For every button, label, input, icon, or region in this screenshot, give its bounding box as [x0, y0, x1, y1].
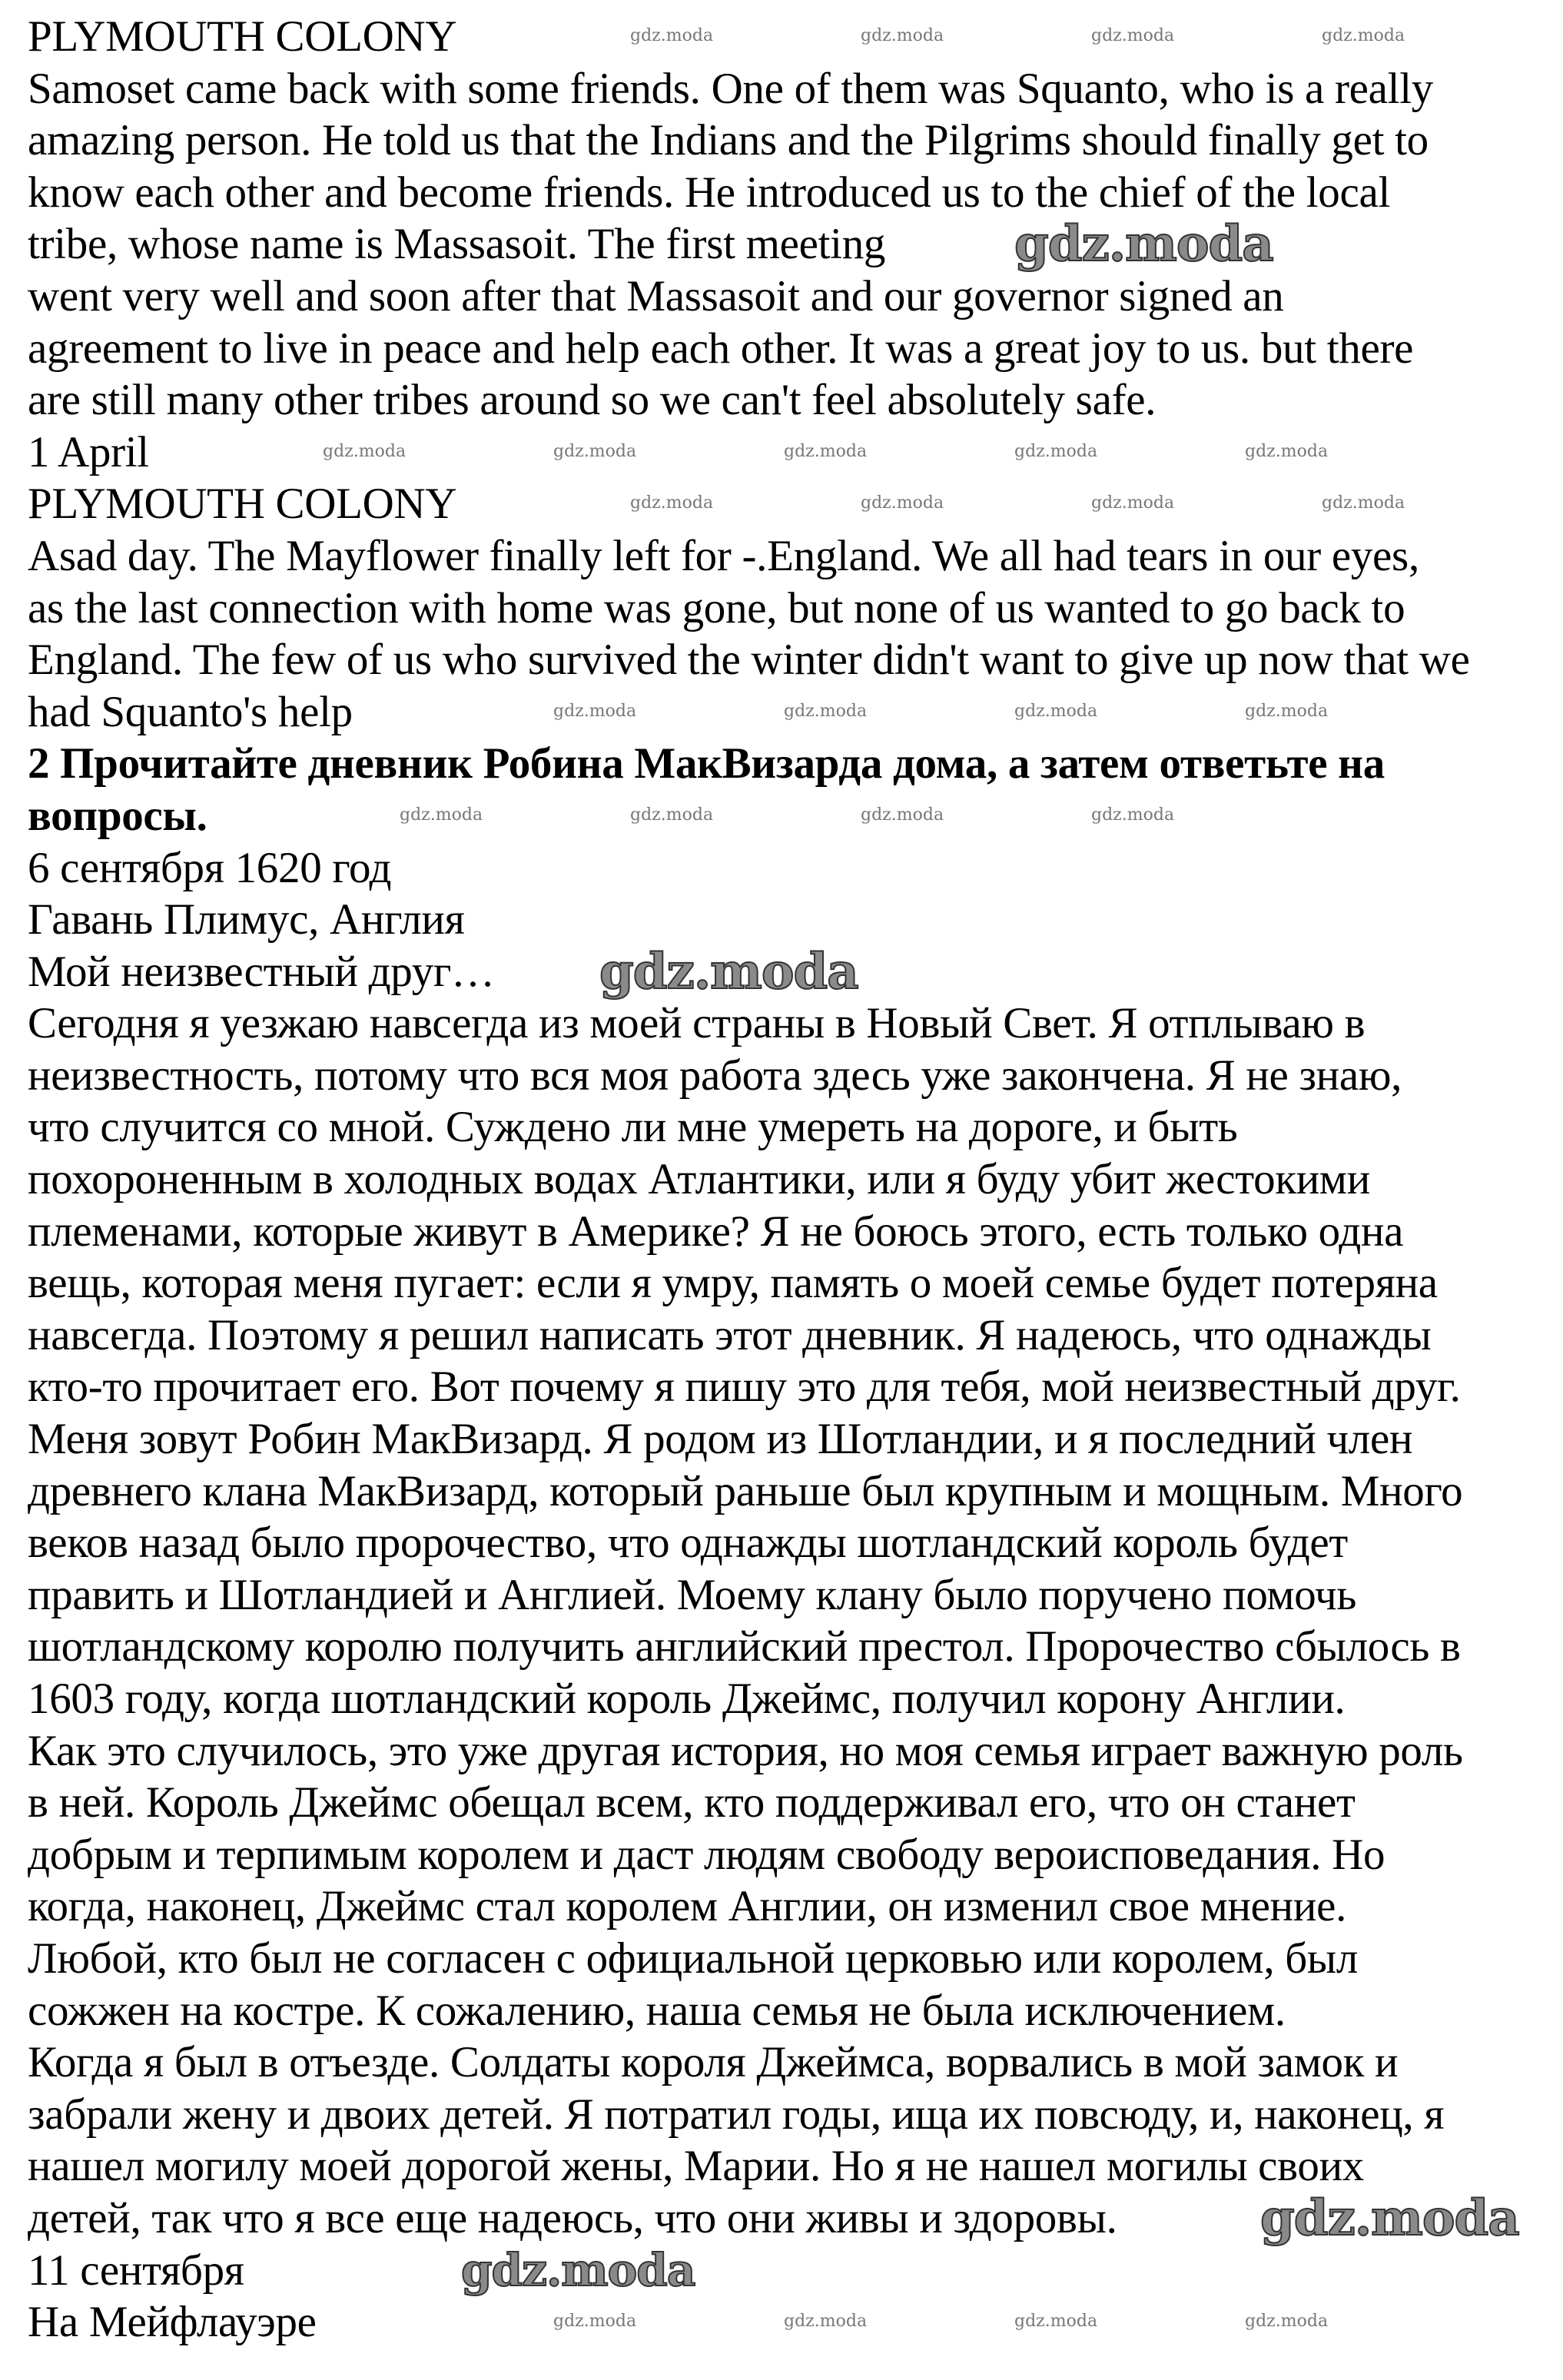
text-line: в ней. Король Джеймс обещал всем, кто поддерживал его, что он станет: [28, 1778, 1356, 1827]
watermark-small: gdz.moda: [784, 2312, 868, 2331]
watermark-small: gdz.moda: [861, 493, 944, 513]
text-line: as the last connection with home was gone, but none of us wanted to go back to: [28, 583, 1405, 632]
watermark-small: gdz.moda: [630, 26, 714, 45]
text-line: похороненным в холодных водах Атлантики, или я буду убит жестокими: [28, 1155, 1370, 1204]
text-line: 11 сентября: [28, 2246, 244, 2295]
watermark-small: gdz.moda: [630, 805, 714, 825]
text-line: know each other and become friends. He introduced us to the chief of the local: [28, 168, 1391, 217]
text-line: кто-то прочитает его. Вот почему я пишу это для тебя, мой неизвестный друг.: [28, 1363, 1461, 1412]
watermark-small: gdz.moda: [400, 805, 483, 825]
text-line: детей, так что я все еще надеюсь, что они живы и здоровы.: [28, 2193, 1117, 2242]
watermark-small: gdz.moda: [1245, 2312, 1329, 2331]
text-line: На Мейфлауэре: [28, 2298, 317, 2347]
watermark: gdz.moda: [461, 2244, 695, 2296]
text-line: Любой, кто был не согласен с официальной церковью или королем, был: [28, 1934, 1359, 1983]
watermark-small: gdz.moda: [1245, 442, 1329, 461]
text-line: Когда я был в отъезде. Солдаты короля Джеймса, ворвались в мой замок и: [28, 2038, 1399, 2087]
text-line: править и Шотландией и Англией. Моему клану было поручено помочь: [28, 1570, 1357, 1619]
watermark-small: gdz.moda: [1245, 702, 1329, 721]
text-line: Как это случилось, это уже другая история, но моя семья играет важную роль: [28, 1726, 1463, 1775]
text-line: 6 сентября 1620 год: [28, 843, 392, 892]
text-line: Мой неизвестный друг…: [28, 947, 495, 996]
text-line: вещь, которая меня пугает: если я умру, память о моей семье будет потеряна: [28, 1259, 1438, 1308]
text-line: добрым и терпимым королем и даст людям свободу вероисповедания. Но: [28, 1830, 1385, 1879]
text-line: PLYMOUTH COLONY: [28, 12, 457, 61]
watermark-small: gdz.moda: [630, 493, 714, 513]
text-line: Asad day. The Mayflower finally left for -.England. We all had tears in our eyes,: [28, 531, 1419, 580]
text-line: amazing person. He told us that the Indians and the Pilgrims should finally get to: [28, 116, 1429, 165]
watermark: gdz.moda: [599, 943, 858, 1001]
watermark-small: gdz.moda: [1014, 2312, 1098, 2331]
watermark-small: gdz.moda: [1091, 493, 1175, 513]
exercise-heading-line: вопросы.: [28, 791, 207, 840]
watermark-small: gdz.moda: [1091, 805, 1175, 825]
watermark-small: gdz.moda: [553, 2312, 637, 2331]
text-line: went very well and soon after that Massasoit and our governor signed an: [28, 271, 1284, 320]
text-line: что случится со мной. Суждено ли мне умереть на дороге, и быть: [28, 1103, 1238, 1152]
text-line: had Squanto's help: [28, 687, 353, 736]
watermark-small: gdz.moda: [784, 702, 868, 721]
watermark-small: gdz.moda: [1322, 26, 1405, 45]
document-body: [28, 11, 1563, 2348]
text-line: PLYMOUTH COLONY: [28, 480, 457, 529]
text-line: Samoset came back with some friends. One of them was Squanto, who is a really: [28, 64, 1433, 113]
text-line: 1603 году, когда шотландский король Джеймс, получил корону Англии.: [28, 1675, 1346, 1723]
watermark-small: gdz.moda: [784, 442, 868, 461]
exercise-heading-line: 2 Прочитайте дневник Робина МакВизарда дома, а затем ответьте на: [28, 739, 1385, 788]
watermark-small: gdz.moda: [1014, 442, 1098, 461]
text-line: веков назад было пророчество, что однажды шотландский король будет: [28, 1519, 1349, 1568]
text-line: шотландскому королю получить английский престол. Пророчество сбылось в: [28, 1622, 1461, 1671]
text-line: забрали жену и двоих детей. Я потратил годы, ища их повсюду, и, наконец, я: [28, 2090, 1445, 2139]
text-line: 1 April: [28, 427, 149, 476]
text-line: когда, наконец, Джеймс стал королем Англии, он изменил свое мнение.: [28, 1882, 1347, 1931]
watermark-small: gdz.moda: [1014, 702, 1098, 721]
watermark-small: gdz.moda: [1091, 26, 1175, 45]
text-line: are still many other tribes around so we can't feel absolutely safe.: [28, 376, 1156, 425]
watermark-small: gdz.moda: [553, 442, 637, 461]
watermark-small: gdz.moda: [1322, 493, 1405, 513]
watermark-small: gdz.moda: [323, 442, 407, 461]
watermark: gdz.moda: [1014, 215, 1273, 273]
text-line: сожжен на костре. К сожалению, наша семья не была исключением.: [28, 1986, 1286, 2035]
watermark-small: gdz.moda: [861, 26, 944, 45]
watermark-small: gdz.moda: [553, 702, 637, 721]
text-line: tribe, whose name is Massasoit. The first meeting: [28, 220, 886, 269]
text-line: нашел могилу моей дорогой жены, Марии. Но я не нашел могилы своих: [28, 2142, 1364, 2191]
text-line: древнего клана МакВизард, который раньше был крупным и мощным. Много: [28, 1466, 1463, 1515]
text-line: неизвестность, потому что вся моя работа здесь уже закончена. Я не знаю,: [28, 1051, 1402, 1100]
watermark-small: gdz.moda: [861, 805, 944, 825]
text-line: Сегодня я уезжаю навсегда из моей страны в Новый Свет. Я отплываю в: [28, 999, 1366, 1048]
text-line: навсегда. Поэтому я решил написать этот дневник. Я надеюсь, что однажды: [28, 1310, 1432, 1359]
text-line: Гавань Плимус, Англия: [28, 895, 465, 944]
text-line: племенами, которые живут в Америке? Я не боюсь этого, есть только одна: [28, 1207, 1404, 1256]
text-line: England. The few of us who survived the winter didn't want to give up now that we: [28, 636, 1470, 685]
watermark: gdz.moda: [1260, 2189, 1519, 2247]
text-line: Меня зовут Робин МакВизард. Я родом из Шотландии, и я последний член: [28, 1415, 1413, 1464]
text-line: agreement to live in peace and help each other. It was a great joy to us. but there: [28, 324, 1414, 373]
